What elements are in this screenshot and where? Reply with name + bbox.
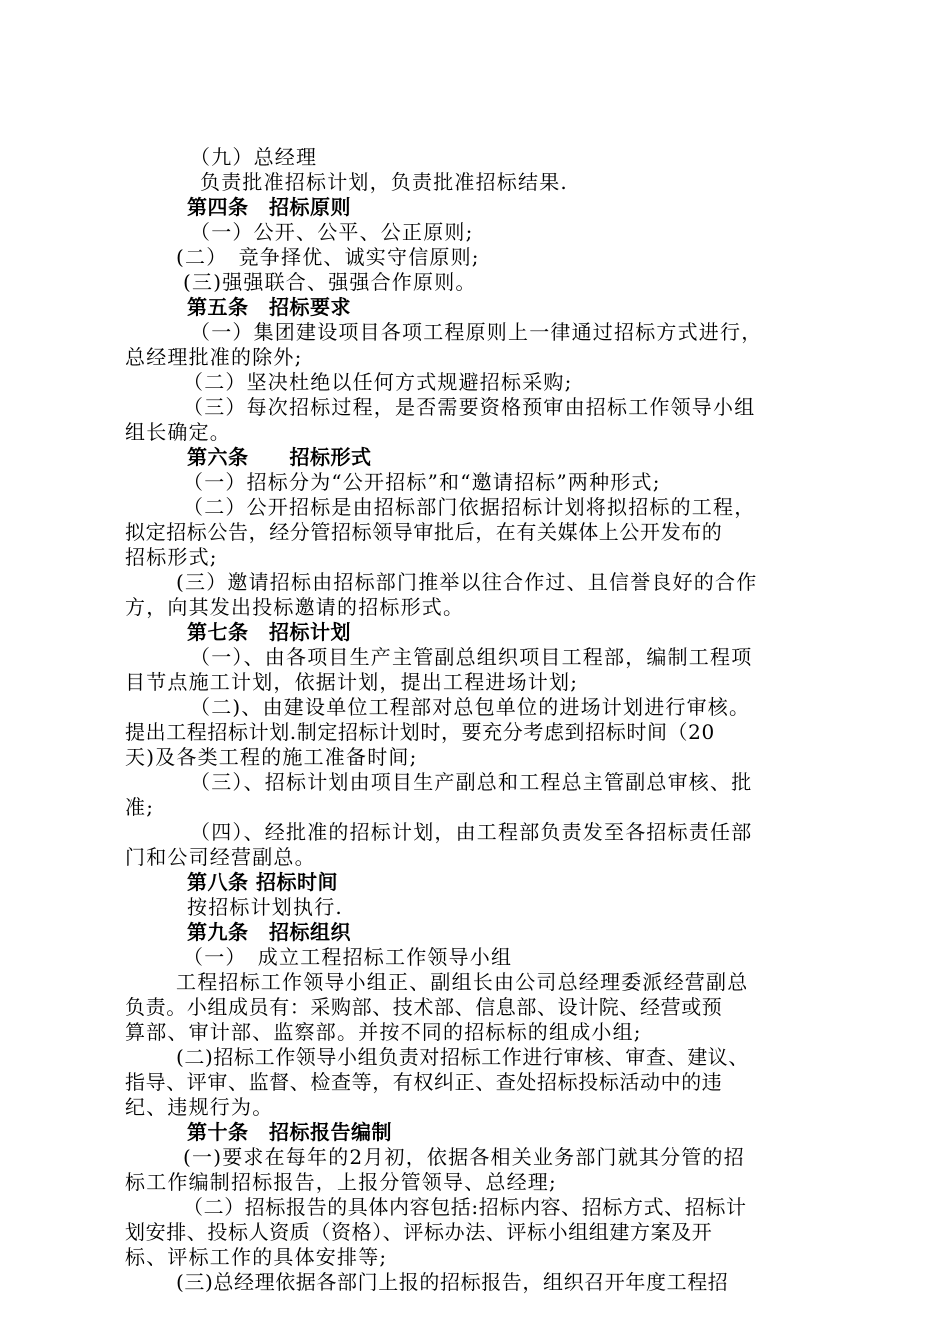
paragraph: 工程招标工作领导小组正、副组长由公司总经理委派经营副总 [176, 970, 749, 994]
paragraph: （二)、由建设单位工程部对总包单位的进场计划进行审核。 [190, 695, 751, 719]
article-10-heading: 第十条 招标报告编制 [187, 1120, 392, 1144]
paragraph: (二)招标工作领导小组负责对招标工作进行审核、审查、建议、 [176, 1045, 750, 1069]
article-6-heading: 第六条 招标形式 [187, 445, 372, 469]
paragraph: 天)及各类工程的施工准备时间; [125, 745, 418, 769]
paragraph: （四）、经批准的招标计划，由工程部负责发至各招标责任部 [190, 820, 753, 844]
article-4-heading: 第四条 招标原则 [187, 195, 351, 219]
article-8-heading: 第八条 招标时间 [187, 870, 338, 894]
paragraph: （二）招标报告的具体内容包括:招标内容、招标方式、招标计 [183, 1195, 747, 1219]
paragraph: （一）集团建设项目各项工程原则上一律通过招标方式进行， [190, 320, 763, 344]
paragraph: 组长确定。 [125, 420, 231, 444]
article-7-heading: 第七条 招标计划 [187, 620, 351, 644]
paragraph: 总经理批准的除外; [125, 345, 303, 369]
paragraph: 方，向其发出投标邀请的招标形式。 [125, 595, 465, 619]
paragraph: 门和公司经营副总。 [125, 845, 316, 869]
paragraph: 招标形式; [125, 545, 218, 569]
paragraph: (三）邀请招标由招标部门推举以往合作过、且信誉良好的合作 [176, 570, 758, 594]
paragraph: 算部、审计部、监察部。并按不同的招标标的组成小组; [125, 1020, 642, 1044]
paragraph: （三）每次招标过程，是否需要资格预审由招标工作领导小组 [183, 395, 756, 419]
paragraph: (三)总经理依据各部门上报的招标报告，组织召开年度工程招 [176, 1270, 729, 1294]
paragraph: （二）坚决杜绝以任何方式规避招标采购; [183, 370, 573, 394]
paragraph: （一）公开、公平、公正原则; [190, 220, 474, 244]
paragraph: （二）公开招标是由招标部门依据招标计划将拟招标的工程， [183, 495, 756, 519]
paragraph: 指导、评审、监督、检查等，有权纠正、查处招标投标活动中的违 [125, 1070, 723, 1094]
paragraph: 纪、违规行为。 [125, 1095, 274, 1119]
paragraph: （一）招标分为“公开招标”和“邀请招标”两种形式; [183, 470, 661, 494]
paragraph: (二） 竞争择优、诚实守信原则; [176, 245, 480, 269]
paragraph: 拟定招标公告，经分管招标领导审批后，在有关媒体上公开发布的 [125, 520, 723, 544]
paragraph: （一）、由各项目生产主管副总组织项目工程部，编制工程项 [190, 645, 753, 669]
paragraph: 按招标计划执行. [187, 895, 343, 919]
paragraph: （一） 成立工程招标工作领导小组 [183, 945, 513, 969]
paragraph: 标工作编制招标报告，上报分管领导、总经理; [125, 1170, 557, 1194]
paragraph: 标、评标工作的具体安排等; [125, 1245, 388, 1269]
item-9-title: （九）总经理 [190, 145, 318, 169]
paragraph: 提出工程招标计划.制定招标计划时，要充分考虑到招标时间（20 [125, 720, 715, 744]
paragraph: 划安排、投标人资质（资格）、评标办法、评标小组组建方案及开 [125, 1220, 713, 1244]
article-5-heading: 第五条 招标要求 [187, 295, 351, 319]
paragraph: (一)要求在每年的2月初，依据各相关业务部门就其分管的招 [183, 1145, 745, 1169]
paragraph: （三）、招标计划由项目生产副总和工程总主管副总审核、批 [190, 770, 753, 794]
article-9-heading: 第九条 招标组织 [187, 920, 351, 944]
paragraph: 负责批准招标计划，负责批准招标结果. [200, 170, 568, 194]
paragraph: (三)强强联合、强强合作原则。 [183, 270, 477, 294]
paragraph: 准; [125, 795, 155, 819]
paragraph: 目节点施工计划，依据计划，提出工程进场计划; [125, 670, 579, 694]
paragraph: 负责。小组成员有：采购部、技术部、信息部、设计院、经营或预 [125, 995, 723, 1019]
